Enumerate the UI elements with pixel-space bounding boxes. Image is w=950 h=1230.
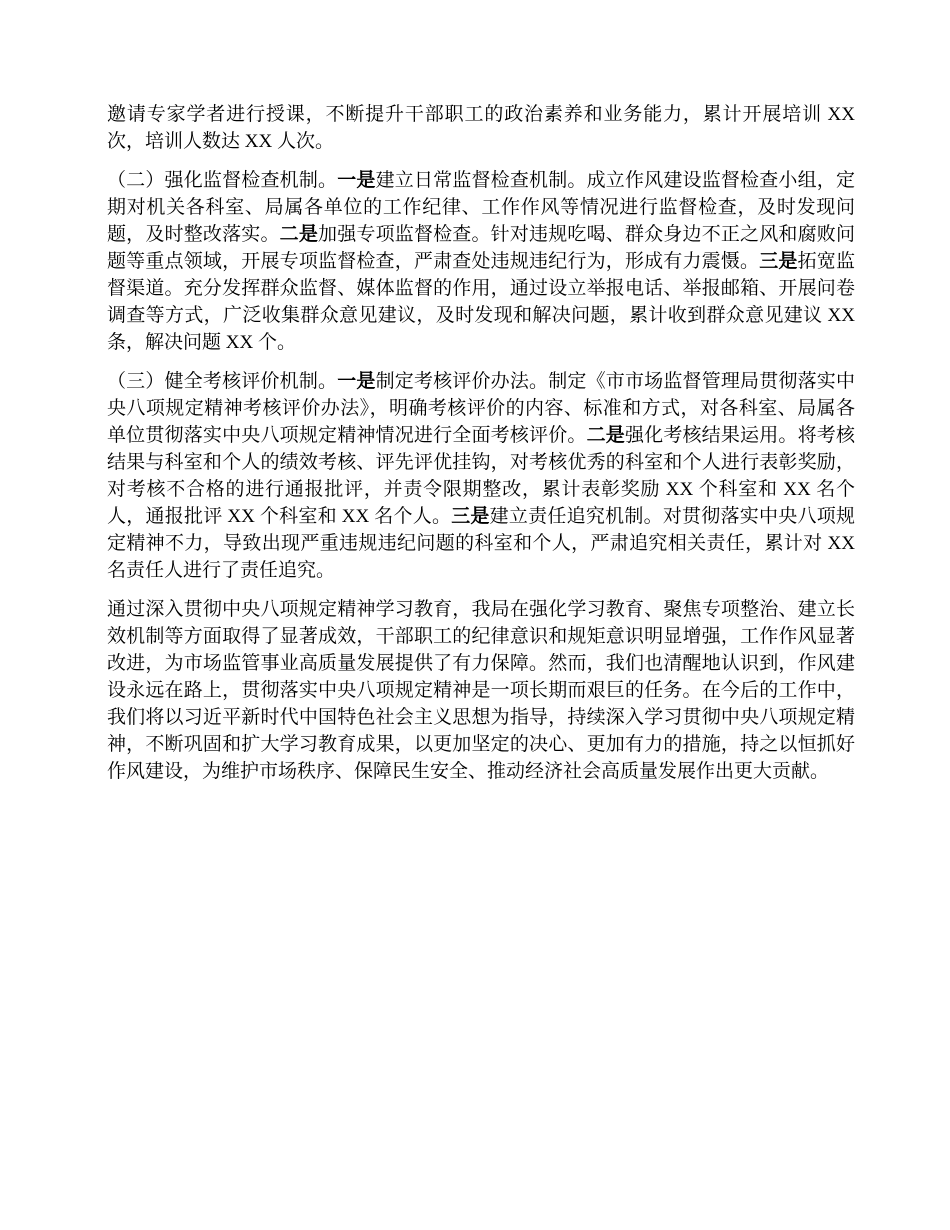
text-run: 建立责任追究机制。对贯彻落实中央八项规定精神不力，导致出现严重违规违纪问题的科室和个人，严肃追究相关责任，累计对 XX 名责任人进行了责任追究。 — [107, 506, 855, 581]
text-run: 加强专项监督检查。针对违规吃喝、群众身边不正之风和腐败问题等重点领域，开展专项监督检查，严肃查处违规违纪行为，形成有力震慑。 — [107, 224, 855, 272]
para-training-continuation — [107, 101, 855, 155]
bold-run: 三是 — [451, 506, 490, 527]
text-run: 通过深入贯彻中央八项规定精神学习教育，我局在强化学习教育、聚焦专项整治、建立长效机制等方面取得了显著成效，干部职工的纪律意识和规矩意识明显增强，工作作风显著改进，为市场监管事业高质量发展提供了有力保障。然而，我们也清醒地认识到，作风建设永远在路上，贯彻落实中央八项规定精神是一项长期而艰巨的任务。在今后的工作中，我们将以习近平新时代中国特色社会主义思想为指导，持续深入学习贯彻中央八项规定精神，不断巩固和扩大学习教育成果，以更加坚定的决心、更加有力的措施，持之以恒抓好作风建设，为维护市场秩序、保障民生安全、推动经济社会高质量发展作出更大贡献。 — [107, 599, 855, 782]
text-run: 强化考核结果运用。将考核结果与科室和个人的绩效考核、评先评优挂钩，对考核优秀的科室和个人进行表彰奖励，对考核不合格的进行通报批评，并责令限期整改，累计表彰奖励 XX 个科室和 XX 名个人，通报批评 XX 个科室和 XX 名个人。 — [107, 425, 855, 527]
bold-run: 一是 — [337, 170, 376, 191]
bold-run: 二是 — [586, 425, 625, 446]
bold-run: 一是 — [337, 371, 376, 392]
para-section-3-assessment — [107, 368, 855, 584]
text-run: 邀请专家学者进行授课，不断提升干部职工的政治素养和业务能力，累计开展培训 XX 次，培训人数达 XX 人次。 — [107, 104, 855, 152]
bold-run: 二是 — [279, 224, 319, 245]
bold-run: 三是 — [759, 251, 798, 272]
text-run: （二）强化监督检查机制。 — [107, 170, 338, 191]
text-run: 建立日常监督检查机制。成立作风建设监督检查小组，定期对机关各科室、局属各单位的工作纪律、工作作风等情况进行监督检查，及时发现问题，及时整改落实。 — [107, 170, 855, 245]
text-run: （三）健全考核评价机制。 — [107, 371, 338, 392]
text-run: 拓宽监督渠道。充分发挥群众监督、媒体监督的作用，通过设立举报电话、举报邮箱、开展问卷调查等方式，广泛收集群众意见建议，及时发现和解决问题，累计收到群众意见建议 XX 条，解决问题 XX 个。 — [107, 251, 855, 353]
para-conclusion — [107, 596, 855, 785]
document-body — [107, 101, 855, 785]
text-run: 制定考核评价办法。制定《市市场监督管理局贯彻落实中央八项规定精神考核评价办法》，明确考核评价的内容、标准和方式，对各科室、局属各单位贯彻落实中央八项规定精神情况进行全面考核评价。 — [107, 371, 855, 446]
para-section-2-supervision — [107, 167, 855, 356]
